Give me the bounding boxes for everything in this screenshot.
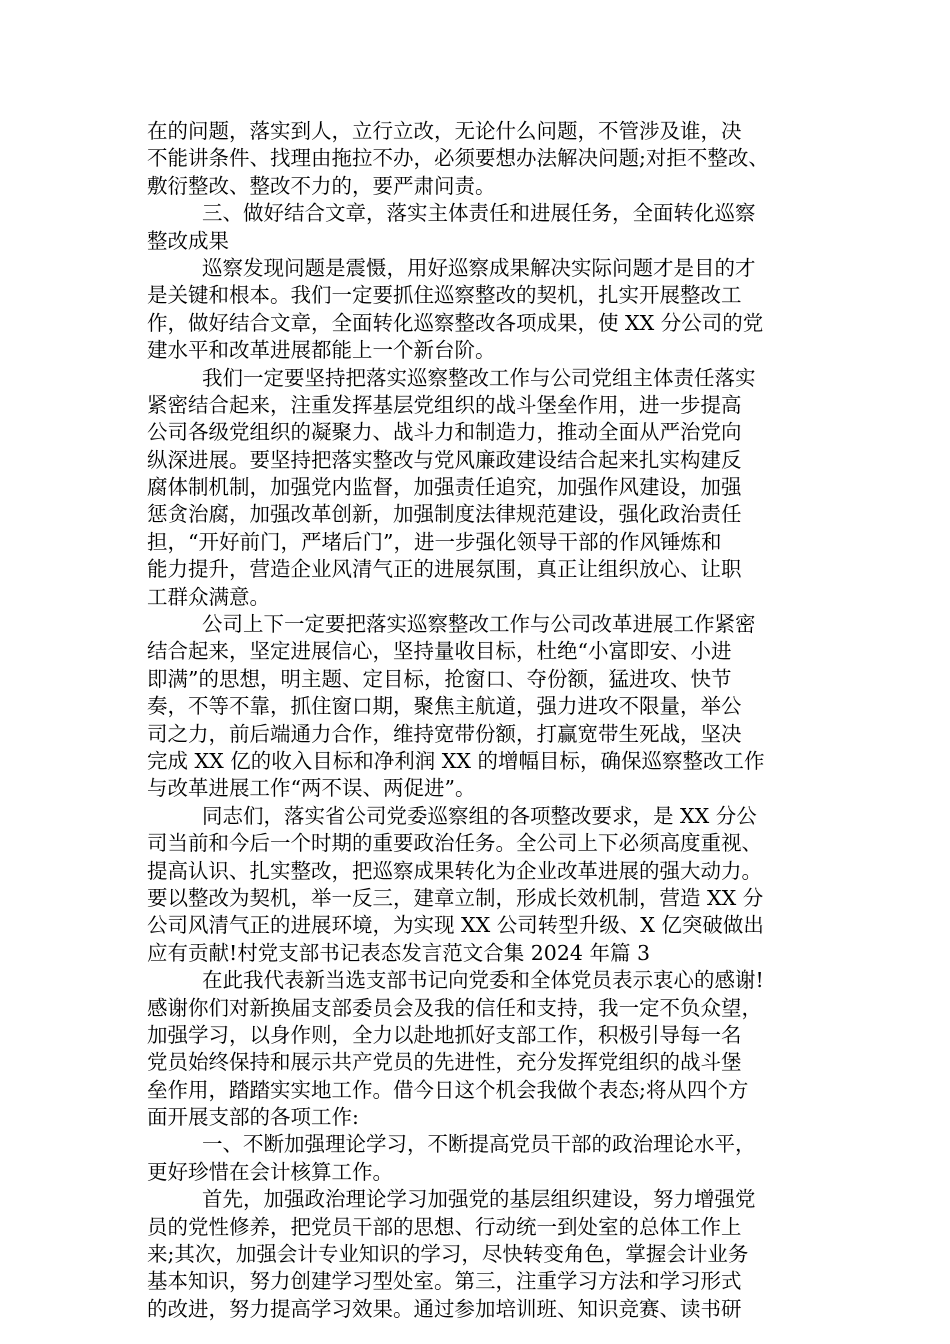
text-line: 要以整改为契机，举一反三，建章立制，形成长效机制，营造 XX 分 <box>147 885 764 910</box>
text-line: 的改进，努力提高学习效果。通过参加培训班、知识竞赛、读书研 <box>147 1296 742 1321</box>
text-line: 司当前和今后一个时期的重要政治任务。全公司上下必须高度重视、 <box>147 831 762 856</box>
text-line: 能力提升，营造企业风清气正的进展氛围，真正让组织放心、让职 <box>147 557 742 582</box>
text-line: 即满”的思想，明主题、定目标，抢窗口、夺份额，猛进攻、快节 <box>147 666 732 691</box>
text-line: 奏，不等不靠，抓住窗口期，聚焦主航道，强力进攻不限量，举公 <box>147 694 742 719</box>
text-line: 作，做好结合文章，全面转化巡察整改各项成果，使 XX 分公司的党 <box>147 310 764 335</box>
text-line: 是关键和根本。我们一定要抓住巡察整改的契机，扎实开展整改工 <box>147 283 742 308</box>
text-line: 三、做好结合文章，落实主体责任和进展任务，全面转化巡察 <box>202 201 756 226</box>
text-line: 加强学习，以身作则，全力以赴地抓好支部工作，积极引导每一名 <box>147 1022 742 1047</box>
text-line: 完成 XX 亿的收入目标和净利润 XX 的增幅目标，确保巡察整改工作 <box>147 748 765 773</box>
text-line: 腐体制机制，加强党内监督，加强责任追究，加强作风建设，加强 <box>147 475 742 500</box>
text-line: 面开展支部的各项工作: <box>147 1105 359 1130</box>
text-line: 紧密结合起来，注重发挥基层党组织的战斗堡垒作用，进一步提高 <box>147 392 742 417</box>
text-line: 来;其次，加强会计专业知识的学习，尽快转变角色，掌握会计业务 <box>147 1242 749 1267</box>
text-line: 在的问题，落实到人，立行立改，无论什么问题，不管涉及谁，决 <box>147 119 742 143</box>
text-line: 结合起来，坚定进展信心，坚持量收目标，杜绝“小富即安、小进 <box>147 639 732 664</box>
text-line: 公司风清气正的进展环境，为实现 XX 公司转型升级、X 亿突破做出 <box>147 913 764 938</box>
text-line: 应有贡献!村党支部书记表态发言范文合集 2024 年篇 3 <box>147 940 650 965</box>
text-line: 提高认识、扎实整改，把巡察成果转化为企业改革进展的强大动力。 <box>147 858 762 883</box>
text-line: 惩贪治腐，加强改革创新，加强制度法律规范建设，强化政治责任 <box>147 502 742 527</box>
text-line: 公司各级党组织的凝聚力、战斗力和制造力，推动全面从严治党向 <box>147 420 742 445</box>
text-line: 我们一定要坚持把落实巡察整改工作与公司党组主体责任落实 <box>202 365 756 390</box>
text-line: 基本知识，努力创建学习型处室。第三，注重学习方法和学习形式 <box>147 1269 742 1294</box>
text-line: 不能讲条件、找理由拖拉不办，必须要想办法解决问题;对拒不整改、 <box>147 146 769 171</box>
text-line: 与改革进展工作“两不误、两促进”。 <box>147 776 476 801</box>
text-line: 工群众满意。 <box>147 584 270 609</box>
text-line: 同志们，落实省公司党委巡察组的各项整改要求，是 XX 分公 <box>202 803 757 828</box>
document-body <box>147 118 807 1323</box>
text-line: 担，“开好前门，严堵后门”，进一步强化领导干部的作风锤炼和 <box>147 529 722 554</box>
text-line: 巡察发现问题是震慑，用好巡察成果解决实际问题才是目的才 <box>202 255 756 280</box>
text-line: 敷衍整改、整改不力的，要严肃问责。 <box>147 173 496 198</box>
text-line: 党员始终保持和展示共产党员的先进性，充分发挥党组织的战斗堡 <box>147 1050 742 1075</box>
text-line: 感谢你们对新换届支部委员会及我的信任和支持，我一定不负众望， <box>147 995 762 1020</box>
text-line: 员的党性修养，把党员干部的思想、行动统一到处室的总体工作上 <box>147 1214 742 1239</box>
text-line: 公司上下一定要把落实巡察整改工作与公司改革进展工作紧密 <box>202 612 756 637</box>
text-line: 建水平和改革进展都能上一个新台阶。 <box>147 338 496 363</box>
text-line: 整改成果 <box>147 228 229 253</box>
text-line: 一、不断加强理论学习，不断提高党员干部的政治理论水平， <box>202 1132 756 1157</box>
text-line: 垒作用，踏踏实实地工作。借今日这个机会我做个表态;将从四个方 <box>147 1077 749 1102</box>
text-line: 纵深进展。要坚持把落实整改与党风廉政建设结合起来扎实构建反 <box>147 447 742 472</box>
text-line: 司之力，前后端通力合作，维持宽带份额，打赢宽带生死战，坚决 <box>147 721 742 746</box>
text-line: 在此我代表新当选支部书记向党委和全体党员表示衷心的感谢! <box>202 968 764 993</box>
text-line: 首先，加强政治理论学习加强党的基层组织建设，努力增强党 <box>202 1187 756 1212</box>
text-line: 更好珍惜在会计核算工作。 <box>147 1159 393 1184</box>
